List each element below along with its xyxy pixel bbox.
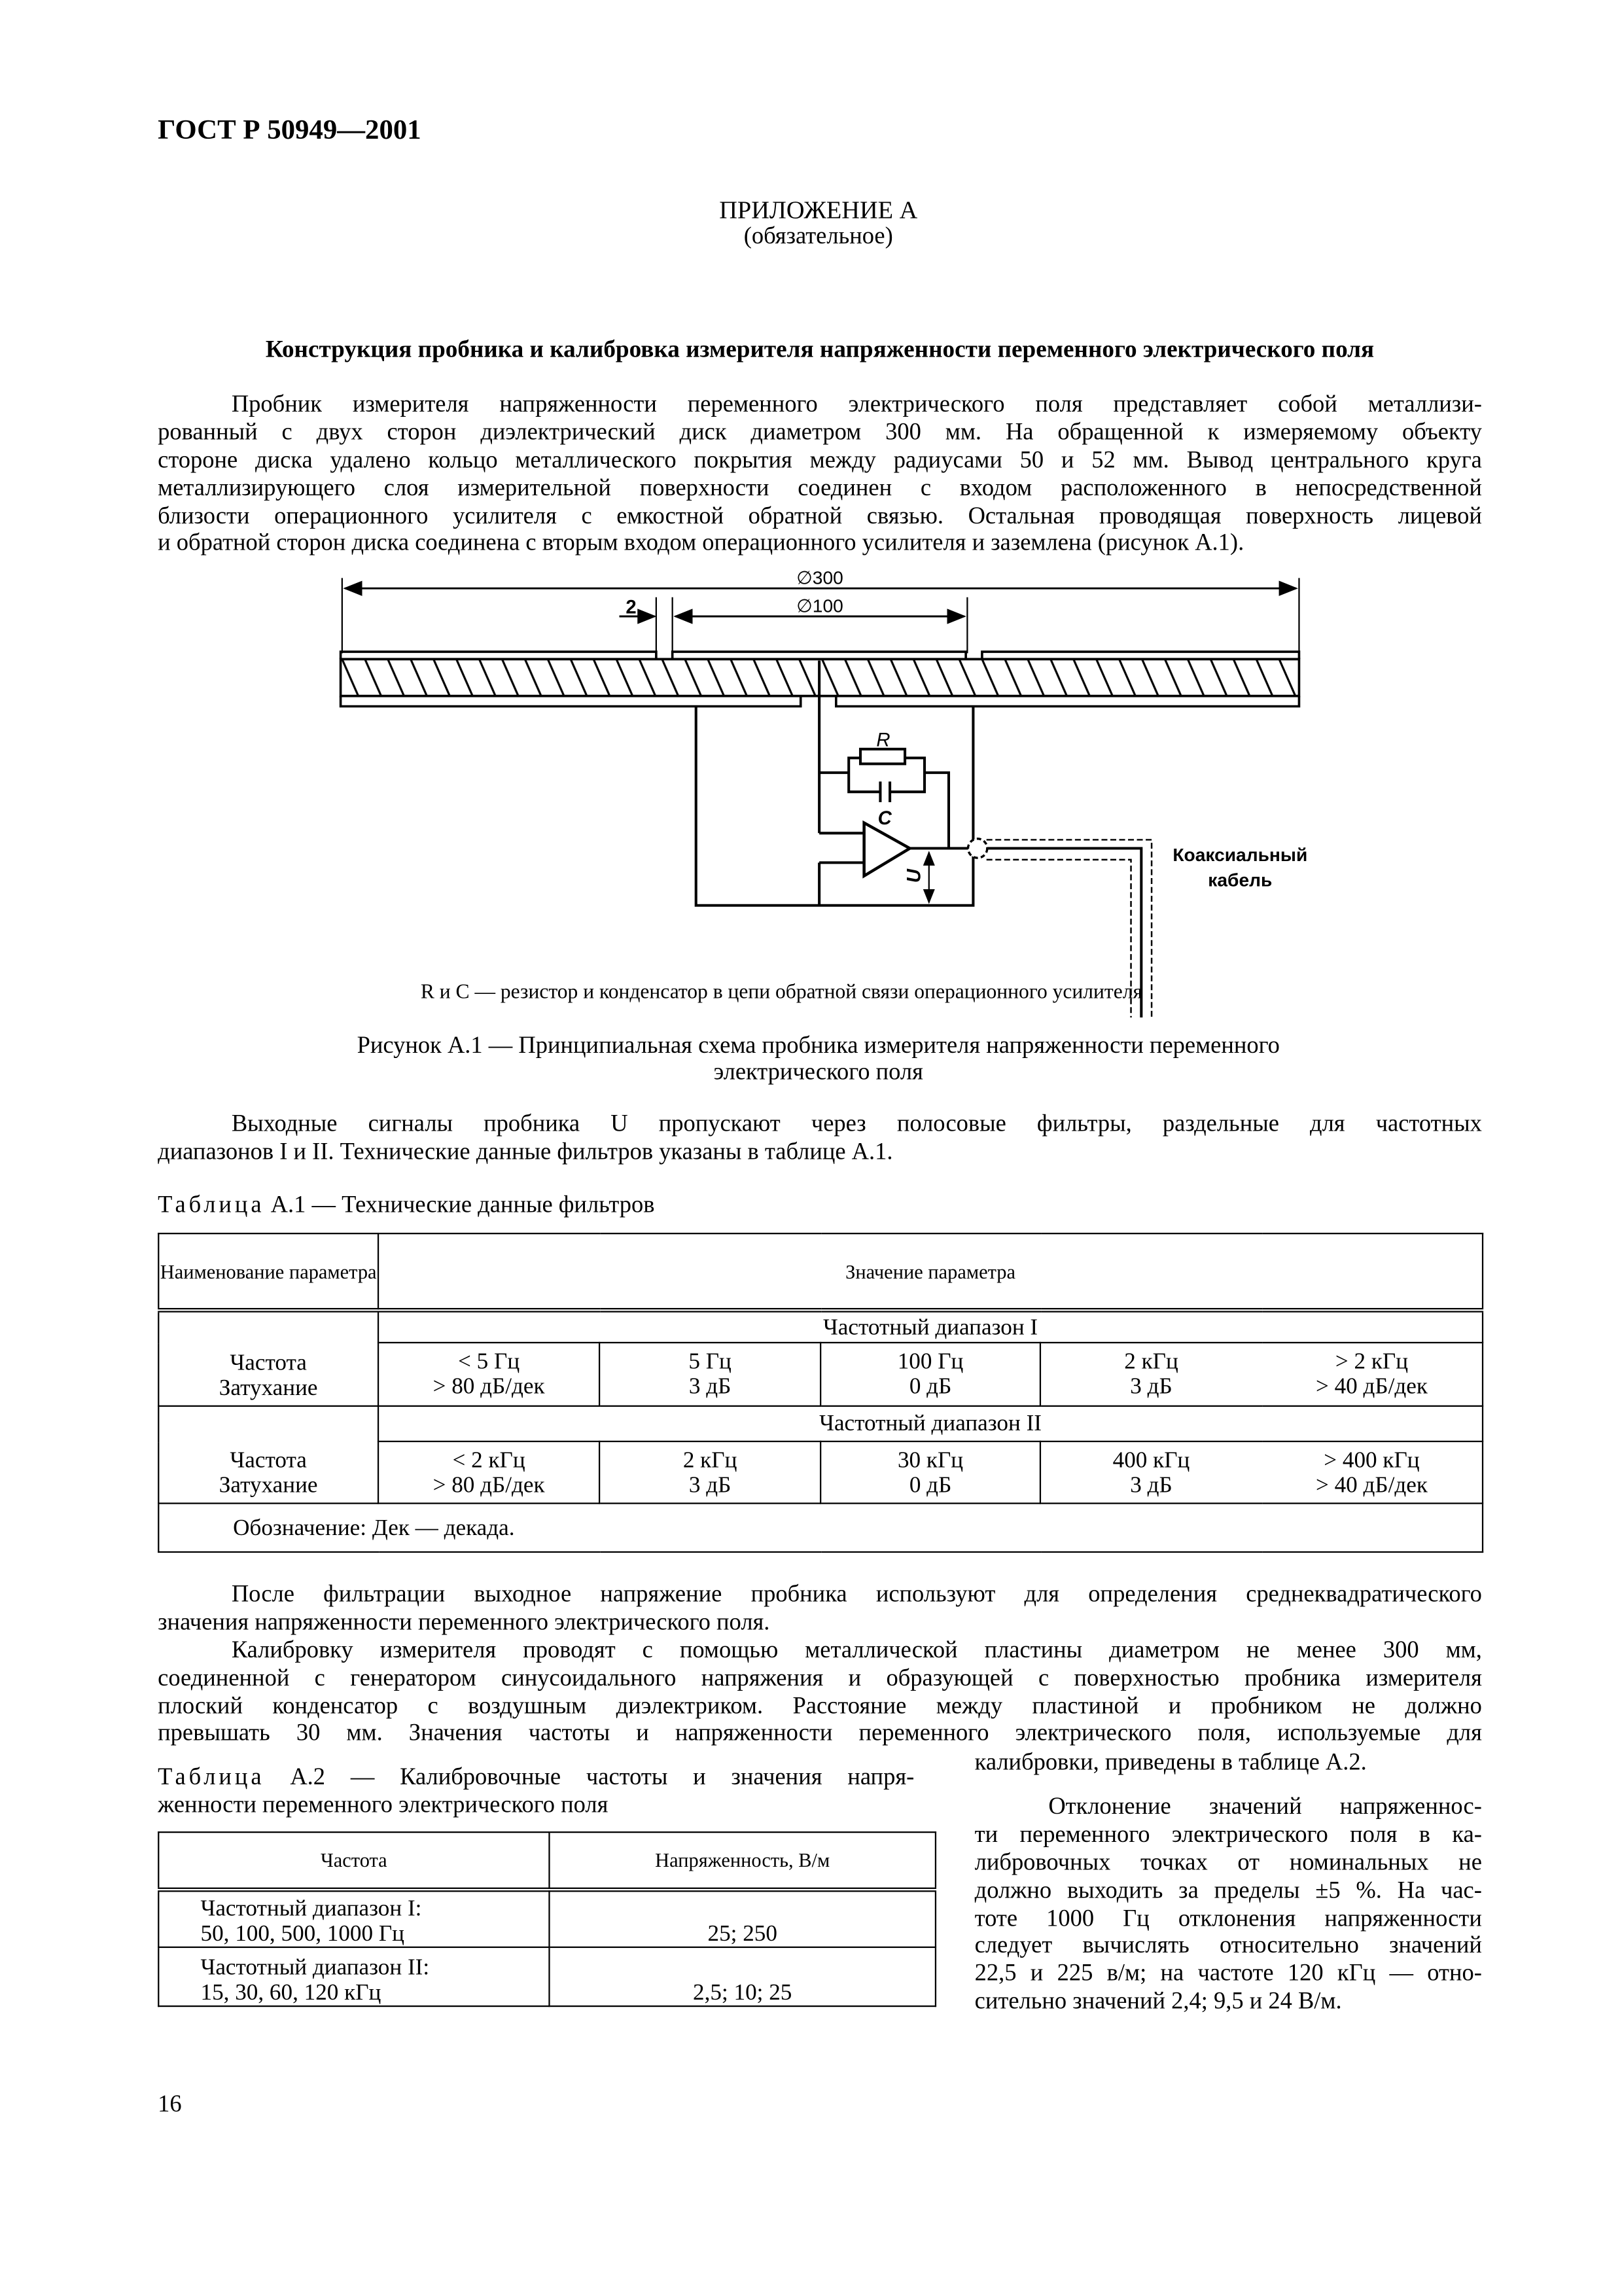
filters-table — [158, 1233, 1483, 1553]
text-line: ти переменного электрического поля в ка- — [974, 1820, 1482, 1848]
calibration-paragraph — [158, 1581, 1482, 1748]
text-line: тоте 1000 Гц отклонения напряженности — [974, 1904, 1482, 1932]
header-frequency: Частота — [158, 1832, 549, 1890]
text-line: и обратной сторон диска соединена с вторым входом операционного усилителя и заземлена (рисунок А.1). — [158, 530, 1244, 557]
text-line: Калибровку измерителя проводят с помощью металлической пластины диаметром не менее 300 мм, — [231, 1636, 1482, 1663]
cell: > 400 кГц > 40 дБ/дек — [1261, 1441, 1483, 1504]
page-number: 16 — [158, 2091, 182, 2118]
capacitor-label: C — [877, 807, 892, 829]
appendix-title: ПРИЛОЖЕНИЕ А — [719, 196, 918, 224]
circuit-wires — [696, 661, 1142, 1017]
cable-label-line1: Коаксиальный — [1172, 844, 1308, 866]
text-line: соединенной с генератором синусоидального напряжения и образующей с поверхностью пробника измерителя — [158, 1664, 1482, 1691]
text-line: превышать 30 мм. Значения частоты и напряженности переменного электрического поля, используемые для — [158, 1720, 1482, 1747]
text-line: рованный с двух сторон диэлектрический диск диаметром 300 мм. На обращенной к измеряемому объекту — [158, 418, 1482, 446]
cell: < 5 Гц > 80 дБ/дек — [378, 1343, 599, 1406]
text-line: сительно значений 2,4; 9,5 и 24 В/м. — [974, 1988, 1342, 2015]
table2-title-line2: женности переменного электрического поля — [158, 1792, 608, 1818]
table2-caption — [158, 1763, 914, 1820]
table2-title-line1: А.2 — Калибровочные частоты и значения напря- — [264, 1763, 915, 1790]
table-row: Частотный диапазон I: 50, 100, 500, 1000 Гц 25; 250 — [158, 1890, 936, 1947]
table2-label: Таблица — [158, 1763, 265, 1790]
text-line: После фильтрации выходное напряжение пробника используют для определения среднеквадратического — [231, 1580, 1482, 1608]
header-strength: Напряженность, В/м — [549, 1832, 935, 1890]
row-labels-range2: Частота Затухание — [158, 1406, 378, 1504]
table1-caption — [158, 1192, 654, 1220]
text-line: должно выходить за пределы ±5 %. На час- — [974, 1877, 1482, 1903]
calibration-table — [158, 1831, 936, 2007]
cell: < 2 кГц > 80 дБ/дек — [378, 1441, 599, 1504]
figure-caption-line1: Рисунок А.1 — Принципиальная схема пробника измерителя напряженности переменного — [357, 1032, 1280, 1059]
table1-title: А.1 — Технические данные фильтров — [264, 1191, 655, 1218]
text-line: металлизирующего слоя измерительной поверхности соединен с входом расположенного в непосредственной — [158, 474, 1482, 501]
coax-connector — [968, 839, 987, 858]
text-line: стороне диска удалено кольцо металлического покрытия между радиусами 50 и 52 мм. Вывод центрального круга — [158, 446, 1482, 473]
resistor-symbol — [860, 749, 905, 764]
range2-title: Частотный диапазон II — [378, 1406, 1483, 1441]
text-line: Выходные сигналы пробника U пропускают через полосовые фильтры, раздельные для частотных — [231, 1110, 1482, 1137]
right-column-paragraph — [975, 1749, 1482, 2016]
range1-title: Частотный диапазон I — [378, 1310, 1483, 1343]
text-line: Отклонение значений напряженнос- — [1048, 1793, 1482, 1820]
text-line: диапазонов I и II. Технические данные фильтров указаны в таблице А.1. — [158, 1138, 893, 1165]
figure-legend: R и C — резистор и конденсатор в цепи обратной связи операционного усилителя — [420, 981, 1143, 1004]
text-line: 22,5 и 225 в/м; на частоте 120 кГц — отно- — [974, 1960, 1482, 1987]
text-line: следует вычислять относительно значений — [974, 1932, 1482, 1959]
cell: 2 кГц 3 дБ — [599, 1441, 820, 1504]
text-line: близости операционного усилителя с емкостной обратной связью. Остальная проводящая поверхность лицевой — [158, 502, 1482, 529]
cell: 100 Гц 0 дБ — [820, 1343, 1040, 1406]
outer-diameter-label: ∅300 — [796, 567, 843, 588]
header-param-value: Значение параметра — [378, 1233, 1483, 1310]
text-line: калибровки, приведены в таблице А.2. — [974, 1748, 1367, 1776]
text-line: либровочных точках от номинальных не — [974, 1848, 1482, 1876]
document-id: ГОСТ Р 50949—2001 — [158, 115, 421, 147]
row-labels-range1: Частота Затухание — [158, 1310, 378, 1405]
table-row: Частотный диапазон II: 15, 30, 60, 120 кГц 2,5; 10; 25 — [158, 1947, 936, 2006]
signals-paragraph — [158, 1110, 1482, 1166]
op-amp-symbol — [864, 823, 910, 876]
appendix-subtitle: (обязательное) — [743, 222, 893, 249]
resistor-label: R — [876, 729, 890, 751]
cell: 400 кГц 3 дБ — [1040, 1441, 1261, 1504]
voltage-label: U — [903, 869, 925, 883]
inner-diameter-label: ∅100 — [796, 595, 843, 616]
cell: > 2 кГц > 40 дБ/дек — [1261, 1343, 1483, 1406]
text-line: значения напряженности переменного электрического поля. — [158, 1608, 770, 1636]
header-param-name: Наименование параметра — [158, 1233, 378, 1310]
gap-label: 2 — [626, 596, 637, 618]
figure-caption-line2: электрического поля — [713, 1059, 923, 1086]
text-line: Пробник измерителя напряженности переменного электрического поля представляет собой металлизи- — [231, 391, 1482, 417]
cell: 30 кГц 0 дБ — [820, 1441, 1040, 1504]
section-title: Конструкция пробника и калибровка измерителя напряженности переменного электрического поля — [265, 334, 1375, 363]
cell: 5 Гц 3 дБ — [599, 1343, 820, 1406]
table1-label: Таблица — [158, 1191, 265, 1218]
text-line: плоский конденсатор с воздушным диэлектриком. Расстояние между пластиной и пробником не должно — [158, 1692, 1482, 1719]
table1-note: Обозначение: Дек — декада. — [158, 1504, 1483, 1552]
cable-label-line2: кабель — [1208, 869, 1273, 891]
cell: 2 кГц 3 дБ — [1040, 1343, 1261, 1406]
capacitor-symbol — [880, 781, 890, 802]
